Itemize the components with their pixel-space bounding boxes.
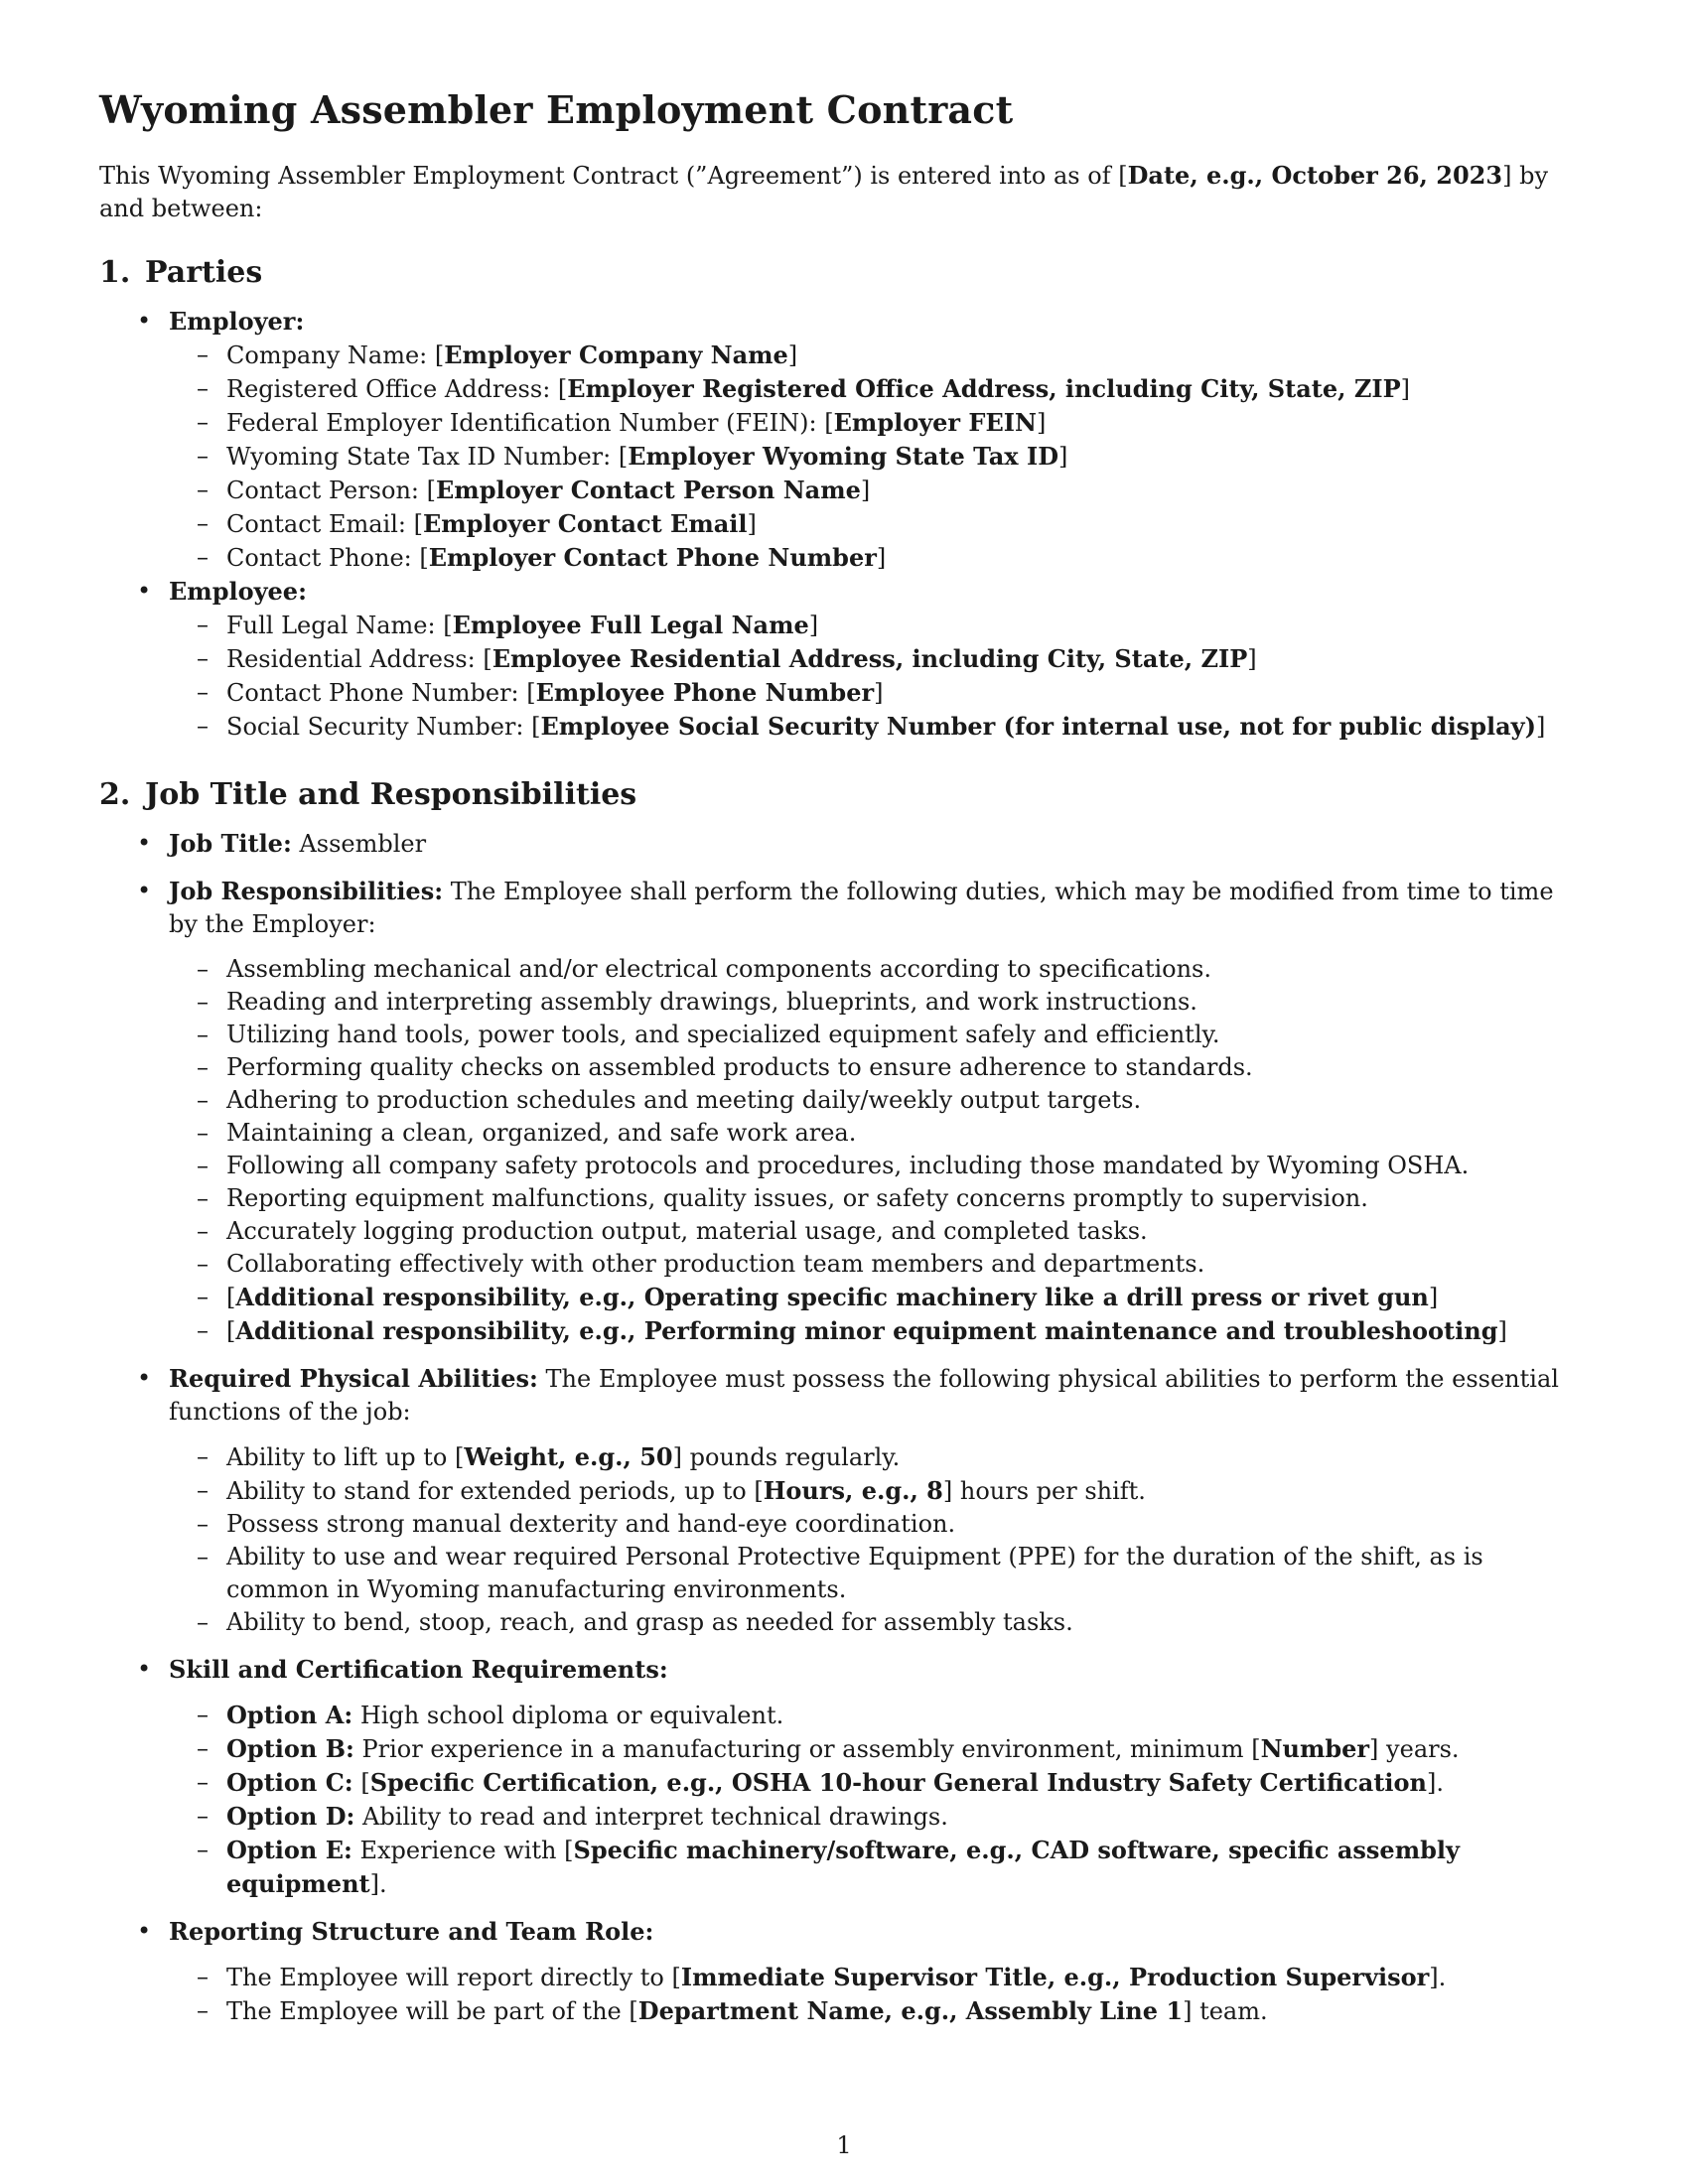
item-text: Ability to stand for extended periods, up to	[226, 1476, 755, 1505]
placeholder-bracket	[360, 1769, 1436, 1797]
date-placeholder: Date, e.g., October 26, 2023	[1127, 160, 1503, 190]
intro-paragraph	[99, 159, 1587, 225]
field-placeholder: Employer Wyoming State Tax ID	[628, 441, 1058, 471]
list-item	[167, 1994, 1587, 2028]
placeholder-bracket	[531, 713, 1545, 741]
field-placeholder: Employer Company Name	[444, 340, 788, 369]
list-item	[167, 541, 1587, 575]
placeholder-bracket	[427, 477, 871, 504]
list-item	[167, 507, 1587, 541]
item-text: The Employee will be part of the	[226, 1996, 630, 2025]
option-text: .	[378, 1869, 387, 1898]
physical-text: The Employee must possess the following physical abilities to perform the essential functions of the job:	[169, 1364, 1559, 1426]
list-item: – Ability to bend, stoop, reach, and grasp as needed for assembly tasks.	[167, 1606, 1587, 1639]
option-text: .	[1436, 1768, 1445, 1797]
section-title: Job Title and Responsibilities	[145, 776, 637, 812]
job-title-item	[99, 827, 1587, 861]
item-text: team.	[1192, 1996, 1268, 2025]
option-text: Prior experience in a manufacturing or assembly environment, minimum	[353, 1734, 1252, 1763]
intro-text: This Wyoming Assembler Employment Contract (”Agreement”) is entered into as of	[99, 161, 1119, 190]
option-text: High school diploma or equivalent.	[352, 1701, 784, 1729]
list-item	[167, 406, 1587, 440]
section-title: Parties	[145, 254, 263, 290]
field-label: Contact Email:	[226, 509, 414, 538]
reporting-item	[99, 1915, 1587, 2028]
document-title: Wyoming Assembler Employment Contract	[99, 87, 1014, 132]
field-label: Wyoming State Tax ID Number:	[226, 442, 619, 471]
reporting-list	[167, 1961, 1587, 2028]
job-title-value: Assembler	[291, 829, 427, 858]
skills-lead	[169, 1653, 1587, 1687]
item-text: hours per shift.	[952, 1476, 1146, 1505]
field-label: Social Security Number:	[226, 712, 532, 741]
reporting-label: Reporting Structure and Team Role:	[169, 1916, 654, 1946]
job-list	[99, 827, 1587, 2028]
number-placeholder: Number	[1260, 1733, 1370, 1763]
additional-responsibility-item	[167, 1281, 1587, 1314]
placeholder-bracket	[558, 375, 1410, 403]
placeholder-bracket	[226, 1284, 1438, 1311]
responsibility-item: – Reporting equipment malfunctions, quality issues, or safety concerns promptly to supervision.	[167, 1182, 1587, 1215]
responsibilities-lead	[169, 875, 1587, 941]
list-item	[167, 474, 1587, 507]
list-item	[167, 339, 1587, 372]
field-label: Federal Employer Identification Number (FEIN):	[226, 408, 825, 437]
responsibility-item: – Following all company safety protocols and procedures, including those mandated by Wyoming OSHA.	[167, 1150, 1587, 1182]
section-heading-parties	[99, 255, 1587, 291]
item-text: Ability to lift up to	[226, 1442, 455, 1471]
responsibility-placeholder: Additional responsibility, e.g., Operating specific machinery like a drill press or rivet gun	[235, 1282, 1429, 1311]
placeholder-bracket	[226, 1317, 1507, 1345]
field-placeholder: Employee Residential Address, including City, State, ZIP	[492, 643, 1248, 673]
employee-details	[167, 609, 1587, 744]
option-label: Option E:	[226, 1835, 352, 1864]
field-placeholder: Employee Social Security Number (for internal use, not for public display)	[540, 711, 1536, 741]
additional-responsibility-item	[167, 1314, 1587, 1348]
placeholder-bracket	[619, 443, 1068, 471]
option-b	[167, 1732, 1587, 1766]
supervisor-placeholder: Immediate Supervisor Title, e.g., Production Supervisor	[680, 1962, 1430, 1991]
field-placeholder: Employee Phone Number	[535, 677, 875, 707]
placeholder-bracket	[824, 409, 1046, 437]
list-item	[167, 1474, 1587, 1508]
placeholder-bracket	[1251, 1735, 1378, 1763]
placeholder-bracket	[414, 510, 757, 538]
weight-placeholder: Weight, e.g., 50	[464, 1441, 673, 1471]
responsibility-item: – Maintaining a clean, organized, and safe work area.	[167, 1117, 1587, 1150]
intro-placeholder-bracket	[1118, 162, 1511, 190]
physical-lead	[169, 1362, 1587, 1429]
responsibility-item: – Reading and interpreting assembly drawings, blueprints, and work instructions.	[167, 986, 1587, 1019]
list-item	[167, 440, 1587, 474]
employer-block	[99, 305, 1587, 575]
option-c	[167, 1766, 1587, 1800]
list-item	[167, 676, 1587, 710]
list-item	[167, 1961, 1587, 1994]
option-text: Experience with	[352, 1836, 565, 1864]
item-text: The Employee will report directly to	[226, 1963, 672, 1991]
field-placeholder: Employee Full Legal Name	[452, 610, 809, 639]
field-placeholder: Employer Contact Person Name	[436, 475, 861, 504]
skills-label: Skill and Certification Requirements:	[169, 1654, 668, 1684]
employer-details	[167, 339, 1587, 575]
employee-block	[99, 575, 1587, 744]
placeholder-bracket	[671, 1964, 1438, 1991]
job-title-label: Job Title:	[169, 828, 292, 858]
responsibility-item: – Adhering to production schedules and meeting daily/weekly output targets.	[167, 1084, 1587, 1117]
responsibility-item: – Utilizing hand tools, power tools, and specialized equipment safely and efficiently.	[167, 1019, 1587, 1051]
item-text: .	[1438, 1963, 1447, 1991]
responsibilities-list	[167, 953, 1587, 1348]
field-label: Contact Person:	[226, 476, 427, 504]
placeholder-bracket	[435, 341, 797, 369]
contract-page	[99, 87, 1587, 2042]
option-label: Option D:	[226, 1801, 355, 1831]
list-item	[167, 372, 1587, 406]
responsibilities-text: The Employee shall perform the following duties, which may be modified from time to time by the Employer:	[169, 877, 1554, 938]
list-item	[167, 642, 1587, 676]
employee-label: Employee:	[169, 576, 307, 606]
list-item: – Ability to use and wear required Personal Protective Equipment (PPE) for the duration of the shift, as is common in Wyoming manufacturing environments.	[167, 1541, 1587, 1606]
responsibilities-label: Job Responsibilities:	[169, 876, 444, 905]
list-item: – Possess strong manual dexterity and hand-eye coordination.	[167, 1508, 1587, 1541]
field-label: Contact Phone:	[226, 543, 420, 572]
section-number: 1.	[99, 254, 131, 290]
reporting-lead	[169, 1915, 1587, 1949]
employer-label: Employer:	[169, 306, 305, 336]
certification-placeholder: Specific Certification, e.g., OSHA 10-hour General Industry Safety Certification	[369, 1767, 1428, 1797]
placeholder-bracket	[629, 1997, 1192, 2025]
placeholder-bracket	[419, 544, 886, 572]
option-label: Option C:	[226, 1767, 353, 1797]
section-number: 2.	[99, 776, 131, 812]
physical-list	[167, 1440, 1587, 1639]
responsibility-item: – Accurately logging production output, material usage, and completed tasks.	[167, 1215, 1587, 1248]
field-placeholder: Employer Registered Office Address, including City, State, ZIP	[567, 373, 1401, 403]
field-placeholder: Employer Contact Email	[422, 508, 748, 538]
option-label: Option B:	[226, 1733, 354, 1763]
option-d	[167, 1800, 1587, 1834]
placeholder-bracket	[455, 1443, 682, 1471]
responsibilities-item	[99, 875, 1587, 1348]
placeholder-bracket	[754, 1477, 952, 1505]
field-label: Contact Phone Number:	[226, 678, 527, 707]
machinery-placeholder: Specific machinery/software, e.g., CAD software, specific assembly equipment	[226, 1835, 1460, 1898]
list-item	[167, 1440, 1587, 1474]
field-placeholder: Employer Contact Phone Number	[428, 542, 877, 572]
page-number: 1	[836, 2131, 852, 2159]
skills-list	[167, 1699, 1587, 1901]
field-label: Registered Office Address:	[226, 374, 558, 403]
option-text: Ability to read and interpret technical drawings.	[354, 1802, 948, 1831]
section-heading-job	[99, 777, 1587, 813]
placeholder-bracket	[443, 612, 818, 639]
physical-label: Required Physical Abilities:	[169, 1363, 538, 1393]
department-placeholder: Department Name, e.g., Assembly Line 1	[637, 1995, 1184, 2025]
responsibility-item: – Collaborating effectively with other production team members and departments.	[167, 1248, 1587, 1281]
placeholder-bracket	[483, 645, 1256, 673]
responsibility-placeholder: Additional responsibility, e.g., Performing minor equipment maintenance and troubleshooting	[235, 1315, 1498, 1345]
option-e	[167, 1834, 1587, 1901]
physical-item	[99, 1362, 1587, 1639]
field-label: Full Legal Name:	[226, 611, 444, 639]
list-item	[167, 710, 1587, 744]
option-a	[167, 1699, 1587, 1732]
hours-placeholder: Hours, e.g., 8	[763, 1475, 943, 1505]
skills-item	[99, 1653, 1587, 1901]
parties-list	[99, 305, 1587, 744]
field-label: Company Name:	[226, 341, 435, 369]
responsibility-item: – Assembling mechanical and/or electrical components according to specifications.	[167, 953, 1587, 986]
item-text: pounds regularly.	[682, 1442, 901, 1471]
intro-text-end: by and between:	[99, 161, 1549, 222]
responsibility-item: – Performing quality checks on assembled products to ensure adherence to standards.	[167, 1051, 1587, 1084]
field-placeholder: Employer FEIN	[833, 407, 1037, 437]
field-label: Residential Address:	[226, 644, 484, 673]
option-label: Option A:	[226, 1700, 353, 1729]
placeholder-bracket	[526, 679, 883, 707]
list-item	[167, 609, 1587, 642]
option-text: years.	[1378, 1734, 1460, 1763]
